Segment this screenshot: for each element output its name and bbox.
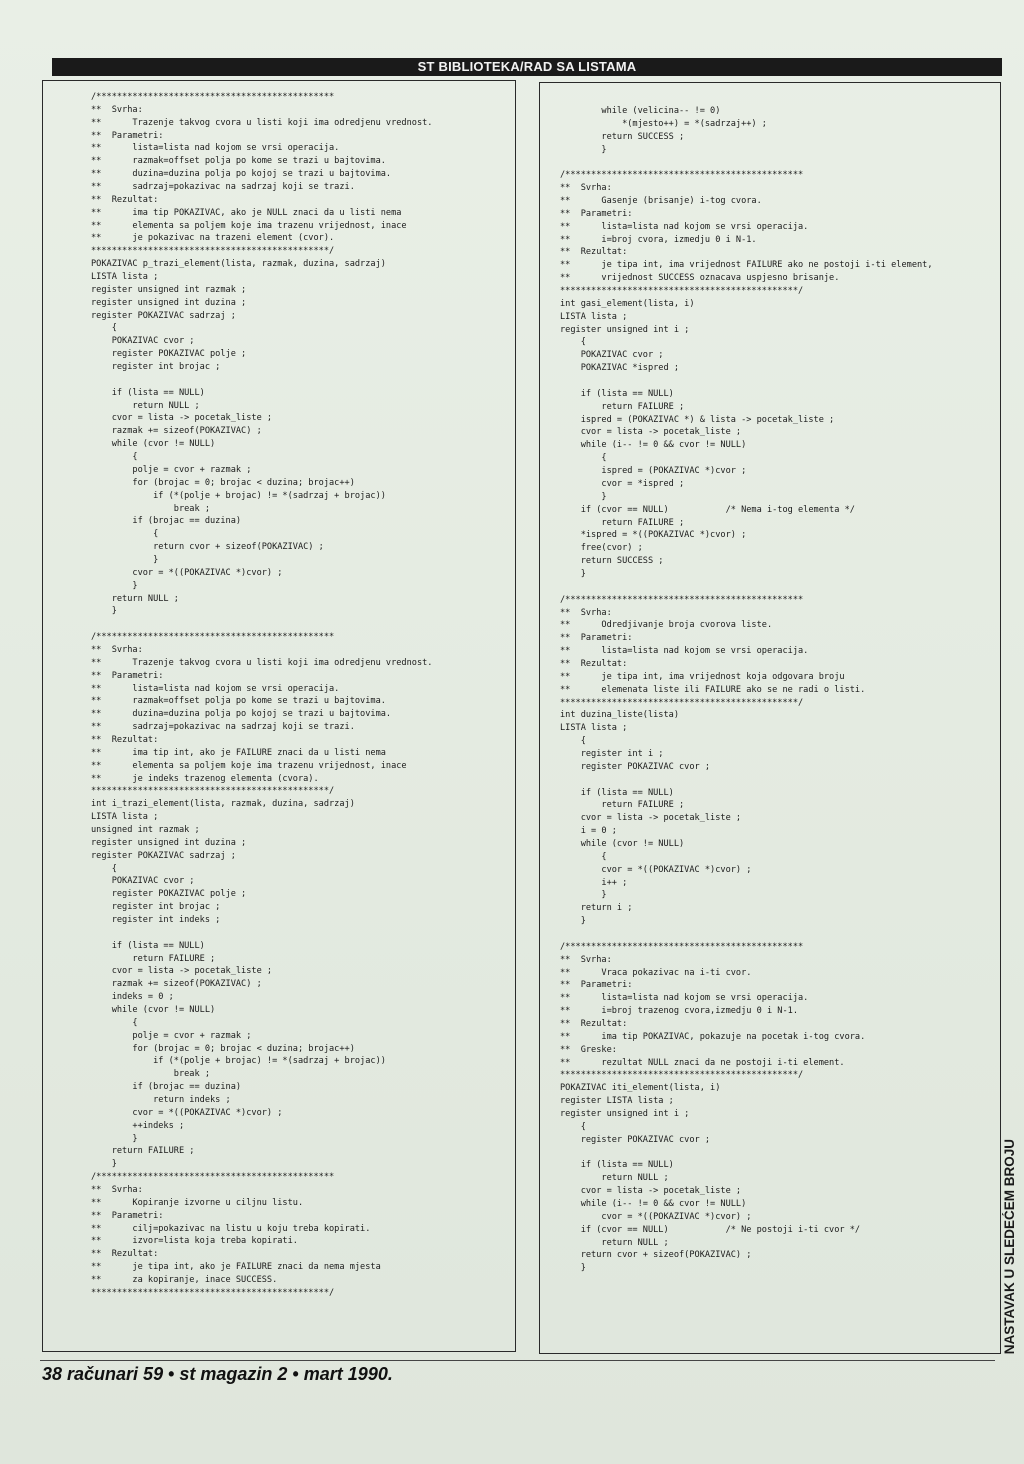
code-listing-left: /********************************************** ** Svrha: ** Trazenje takvog cvora u listi koji ima odredjenu vrednost. ** Parametri: ** lista=lista nad kojom se vrsi operacija. ** razmak=offset polja po kome se trazi u bajtovima. ** duzina=duzina polja po kojoj se trazi u bajtovima. ** sadrzaj=pokazivac na sadrzaj koji se trazi. ** Rezultat: ** ima tip POKAZIVAC, ako je NULL znaci da u listi nema ** elementa sa poljem koje ima trazenu vrijednost, inace ** je pokazivac na trazeni element (cvor). **********************************************/ POKAZIVAC p_trazi_element(lista, razmak, duzina, sadrzaj) LISTA lista ; register unsigned int razmak ; register unsigned int duzina ; register POKAZIVAC sadrzaj ; { POKAZIVAC cvor ; register POKAZIVAC polje ; register int brojac ; if (lista == NULL) return NULL ; cvor = lista -> pocetak_liste ; razmak += sizeof(POKAZIVAC) ; while (cvor != NULL) { polje = cvor + razmak ; for (brojac = 0; brojac < duzina; brojac++) if (*(polje + brojac) != *(sadrzaj + brojac)) break ; if (brojac == duzina) { return cvor + sizeof(POKAZIVAC) ; } cvor = *((POKAZIVAC *)cvor) ; } return NULL ; } /********************************************** ** Svrha: ** Trazenje takvog cvora u listi koji ima odredjenu vrednost. ** Parametri: ** lista=lista nad kojom se vrsi operacija. ** razmak=offset polja po kome se trazi u bajtovima. ** duzina=duzina polja po kojoj se trazi u bajtovima. ** sadrzaj=pokazivac na sadrzaj koji se trazi. ** Rezultat: ** ima tip int, ako je FAILURE znaci da u listi nema ** elementa sa poljem koje ima trazenu vrijednost, inace ** je indeks trazenog elementa (cvora). **********************************************/ int i_trazi_element(lista, razmak, duzina, sadrzaj) LISTA lista ; unsigned int razmak ; register unsigned int duzina ; register POKAZIVAC sadrzaj ; { POKAZIVAC cvor ; register POKAZIVAC polje ; register int brojac ; register int indeks ; if (lista == NULL) return FAILURE ; cvor = lista -> pocetak_liste ; razmak += sizeof(POKAZIVAC) ; indeks = 0 ; while (cvor != NULL) { polje = cvor + razmak ; for (brojac = 0; brojac < duzina; brojac++) if (*(polje + brojac) != *(sadrzaj + brojac)) break ; if (brojac == duzina) return indeks ; cvor = *((POKAZIVAC *)cvor) ; ++indeks ; } return FAILURE ; } /********************************************** ** Svrha: ** Kopiranje izvorne u ciljnu listu. ** Parametri: ** cilj=pokazivac na listu u koju treba kopirati. ** izvor=lista koja treba kopirati. ** Rezultat: ** je tipa int, ako je FAILURE znaci da nema mjesta ** za kopiranje, inace SUCCESS. **********************************************/ — [91, 92, 433, 1298]
continuation-text: NASTAVAK U SLEDEĆEM BROJU — [1002, 1138, 1017, 1354]
footer-bullet: • — [292, 1364, 304, 1384]
footer-date: mart 1990. — [303, 1364, 393, 1384]
footer-divider — [40, 1360, 995, 1361]
footer-magazine: st magazin 2 — [179, 1364, 288, 1384]
page-footer — [42, 1364, 393, 1385]
code-listing-right: while (velicina-- != 0) *(mjesto++) = *(sadrzaj++) ; return SUCCESS ; } /********************************************** ** Svrha: ** Gasenje (brisanje) i-tog cvora. ** Parametri: ** lista=lista nad kojom se vrsi operacija. ** i=broj cvora, izmedju 0 i N-1. ** Rezultat: ** je tipa int, ima vrijednost FAILURE ako ne postoji i-ti element, ** vrijednost SUCCESS oznacava uspjesno brisanje. **********************************************/ int gasi_element(lista, i) LISTA lista ; register unsigned int i ; { POKAZIVAC cvor ; POKAZIVAC *ispred ; if (lista == NULL) return FAILURE ; ispred = (POKAZIVAC *) & lista -> pocetak_liste ; cvor = lista -> pocetak_liste ; while (i-- != 0 && cvor != NULL) { ispred = (POKAZIVAC *)cvor ; cvor = *ispred ; } if (cvor == NULL) /* Nema i-tog elementa */ return FAILURE ; *ispred = *((POKAZIVAC *)cvor) ; free(cvor) ; return SUCCESS ; } /********************************************** ** Svrha: ** Odredjivanje broja cvorova liste. ** Parametri: ** lista=lista nad kojom se vrsi operacija. ** Rezultat: ** je tipa int, ima vrijednost koja odgovara broju ** elemenata liste ili FAILURE ako se ne radi o listi. **********************************************/ int duzina_liste(lista) LISTA lista ; { register int i ; register POKAZIVAC cvor ; if (lista == NULL) return FAILURE ; cvor = lista -> pocetak_liste ; i = 0 ; while (cvor != NULL) { cvor = *((POKAZIVAC *)cvor) ; i++ ; } return i ; } /********************************************** ** Svrha: ** Vraca pokazivac na i-ti cvor. ** Parametri: ** lista=lista nad kojom se vrsi operacija. ** i=broj trazenog cvora,izmedju 0 i N-1. ** Rezultat: ** ima tip POKAZIVAC, pokazuje na pocetak i-tog cvora. ** Greske: ** rezultat NULL znaci da ne postoji i-ti element. **********************************************/ POKAZIVAC iti_element(lista, i) register LISTA lista ; register unsigned int i ; { register POKAZIVAC cvor ; if (lista == NULL) return NULL ; cvor = lista -> pocetak_liste ; while (i-- != 0 && cvor != NULL) cvor = *((POKAZIVAC *)cvor) ; if (cvor == NULL) /* Ne postoji i-ti cvor */ return NULL ; return cvor + sizeof(POKAZIVAC) ; } — [560, 106, 933, 1274]
footer-bullet: • — [168, 1364, 180, 1384]
section-header — [52, 58, 1002, 76]
continuation-note — [1001, 1082, 1021, 1354]
section-title: ST BIBLIOTEKA/RAD SA LISTAMA — [417, 59, 637, 74]
code-panel-left — [42, 80, 516, 1352]
code-panel-right — [539, 82, 1001, 1354]
footer-issue: 38 računari 59 — [42, 1364, 164, 1384]
